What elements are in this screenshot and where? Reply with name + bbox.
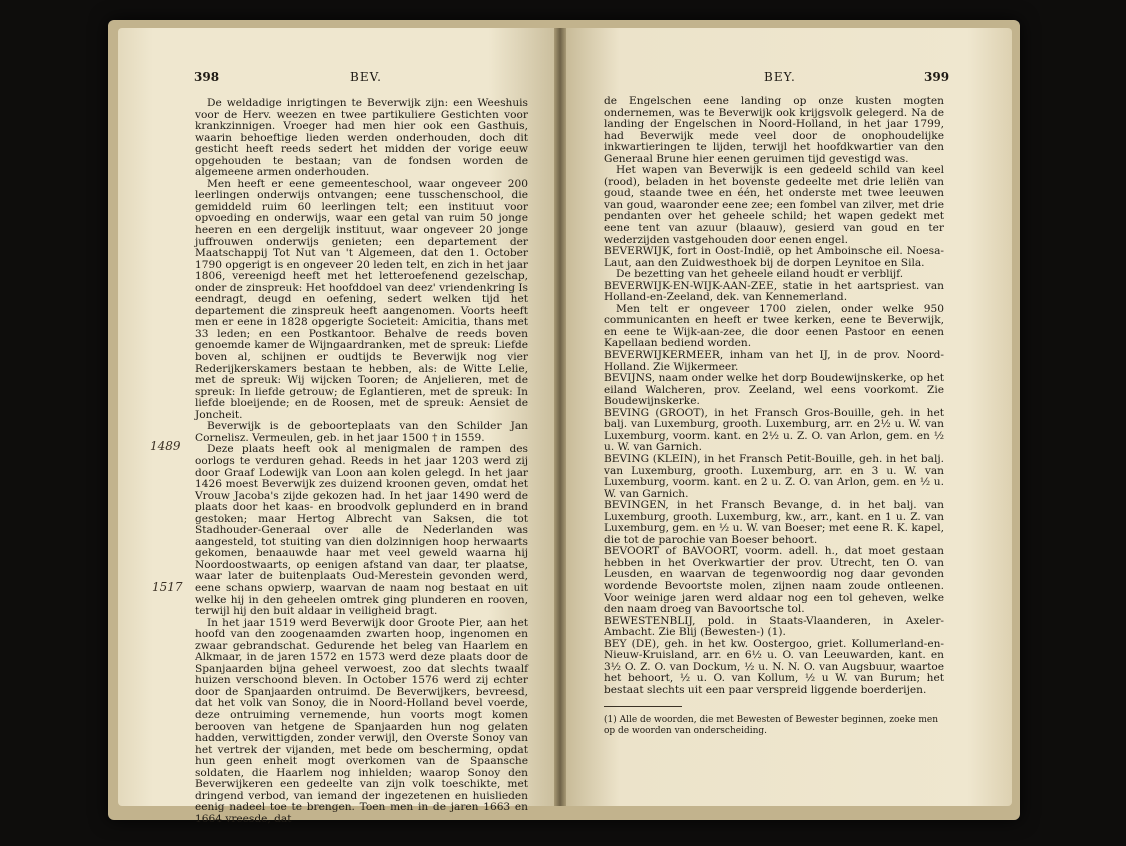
- dictionary-entry: BEVERWIJK-EN-WIJK-AAN-ZEE, statie in het aartspriest. van Holland-en-Zeeland, dek. van Kennemerland.: [604, 279, 944, 304]
- paragraph: In het jaar 1519 werd Beverwijk door Groote Pier, aan het hoofd van den zoogenaamden zwarten hoop, ingenomen en zwaar gebrandschat. Gedurende het beleg van Haarlem en Alkmaar, in de jaren 1572 en 1573 werd deze plaats door de Spanjaarden bijna geheel verwoest, zoo dat slechts twaalf huizen verschoond bleven. In October 1576 werd zij echter door de Spanjaarden ontruimd. De Beverwijkers, bevreesd, dat het volk van Sonoy, die in Noord-Holland bevel voerde, deze ontruiming vernemende, hun voorts mogt komen berooven van hetgene de Spanjaarden hun nog gelaten hadden, verwittigden, zonder verwijl, den Overste Sonoy van het vertrek der vijanden, met bede om bescherming, opdat hun geen enheit mogt overkomen van de Spaansche soldaten, die Haarlem nog inhielden; waarop Sonoy den Beverwijkeren een gedeelte van zijn volk toeschikte, met dringend verbod, van iemand der ingezetenen en huislieden eenig nadeel toe te brengen. Toen men in de jaren 1663 en 1664 vreesde, dat: [195, 616, 528, 825]
- right-page: [566, 28, 1012, 806]
- dictionary-entry: BEVOORT of BAVOORT, voorm. adell. h., dat moet gestaan hebben in het Overkwartier der prov. Utrecht, ten O. van Leusden, en waarvan de tegenwoordig nog daar gevonden wordende Bevoortste molen, zijnen naam zoude ontleenen. Voor weinige jaren werd aldaar nog een tol geheven, welke den naam droeg van Bavoortsche tol.: [604, 545, 944, 616]
- right-running-head: BEY.: [764, 70, 796, 84]
- dictionary-entry: BEVERWIJK, fort in Oost-Indië, op het Amboinsche eil. Noesa-Laut, aan den Zuidwesthoek bij de dorpen Leynitoe en Sila.: [604, 245, 944, 269]
- paragraph: Deze plaats heeft ook al menigmalen de rampen des oorlogs te verduren gehad. Reeds in het jaar 1203 werd zij door Graaf Lodewijk van Loon aan kolen gelegd. In het jaar 1426 moest Beverwijk zes duizend kroonen geven, omdat het Vrouw Jacoba's zijde gekozen had. In het jaar 1490 werd de plaats door het kaas- en broodvolk geplunderd en in brand gestoken; maar Hertog Albrecht van Saksen, die tot Stadhouder-Generaal over alle de Nederlanden was aangesteld, tot stuiting van dien dolzinnigen hoop herwaarts gekomen, benaauwde haar met veel geweld waarna hij Noordoostwaarts, op eenigen afstand van daar, ter plaatse, waar later de buitenplaats Oud-Merestein gevonden werd, eene schans opwierp, waarvan de naam nog bestaat en uit welke hij in den geheelen omtrek ging plunderen en rooven, terwijl hij den buit aldaar in veiligheid bragt.: [195, 443, 528, 618]
- book-gutter: [554, 28, 566, 806]
- margin-note-1489: 1489: [150, 439, 181, 453]
- dictionary-entry: BEVINGEN, in het Fransch Bevange, d. in het balj. van Luxemburg, grooth. Luxemburg, kw., arr., kant. en 1 u. Z. van Luxemburg, gem. en ½ u. W. van Boeser; met eene R. K. kapel, die tot de parochie van Boeser behoort.: [604, 499, 944, 546]
- right-page-body: [604, 96, 944, 696]
- dictionary-entry: BEVIJNS, naam onder welke het dorp Boudewijnskerke, op het eiland Walcheren, prov. Zeeland, wel eens voorkomt. Zie Boudewijnskerke.: [604, 372, 944, 408]
- dictionary-entry: BEVING (KLEIN), in het Fransch Petit-Bouille, geh. in het balj. van Luxemburg, grooth. Luxemburg, arr. en 3 u. W. van Luxemburg, voorm. kant. en 2 u. Z. O. van Arlon, gem. en ½ u. W. van Garnich.: [604, 452, 944, 500]
- left-page: [118, 28, 554, 825]
- open-book: [108, 20, 1020, 825]
- footnote-rule: [604, 706, 682, 707]
- paragraph: De bezetting van het geheele eiland houdt er verblijf.: [616, 268, 904, 281]
- footnote: [604, 706, 944, 737]
- paragraph: de Engelschen eene landing op onze kusten mogten ondernemen, was te Beverwijk ook krijgsvolk gelegerd. Na de landing der Engelschen in Noord-Holland, in het jaar 1799, had Beverwijk mede veel door de onophoudelijke inkwartieringen te lijden, terwijl het hoofdkwartier van den Generaal Brune hier eenen geruimen tijd gevestigd was.: [604, 95, 944, 165]
- paragraph: Beverwijk is de geboorteplaats van den Schilder Jan Cornelisz. Vermeulen, geb. in het jaar 1500 † in 1559.: [195, 420, 528, 444]
- left-page-number: 398: [194, 70, 220, 84]
- dictionary-entry: BEWESTENBLIJ, pold. in Staats-Vlaanderen, in Axeler-Ambacht. Zie Blij (Bewesten-) (1).: [604, 614, 944, 639]
- left-page-body: [195, 98, 528, 825]
- paragraph: Het wapen van Beverwijk is een gedeeld schild van keel (rood), beladen in het bovenste gedeelte met drie leliën van goud, staande twee en één, het onderste met twee leeuwen van goud, waaronder eene zee; een fombel van zilver, met drie pendanten over het geheele schild; het wapen gedekt met eene tent van azuur (blaauw), gesierd van goud en ter wederzijden vastgehouden door eenen engel.: [604, 164, 944, 246]
- dictionary-entry: BEVING (GROOT), in het Fransch Gros-Bouille, geh. in het balj. van Luxemburg, grooth. Luxemburg, arr. en 2½ u. W. van Luxemburg, voorm. kant. en 2½ u. Z. O. van Arlon, gem. en ½ u. W. van Garnich.: [604, 406, 944, 454]
- paragraph: Men telt er ongeveer 1700 zielen, onder welke 950 communicanten en heeft er twee kerken, eene te Beverwijk, en eene te Wijk-aan-zee, die door eenen Pastoor en eenen Kapellaan bediend worden.: [604, 302, 944, 350]
- paragraph: Men heeft er eene gemeenteschool, waar ongeveer 200 leerlingen onderwijs ontvangen; eene tusschenschool, die gemiddeld ruim 60 leerlingen telt; een instituut voor opvoeding en onderwijs, waar een getal van ruim 50 jonge heeren en een dergelijk instituut, waar ongeveer 20 jonge juffrouwen onderwijs genieten; een departement der Maatschappij Tot Nut van 't Algemeen, dat den 1. October 1790 opgerigt is en ongeveer 20 leden telt, en zich in het jaar 1806, vereenigd heeft met het letteroefenend gezelschap, onder de zinspreuk: Het hoofddoel van deez' vriendenkring Is eendragt, deugd en oefening, sedert welken tijd het departement die zinspreuk heeft aangenomen. Voorts heeft men er eene in 1828 opgerigte Societeit: Amicitia, thans met 33 leden; en een Postkantoor. Behalve de reeds boven genoemde kamer de Wijngaardranken, met de spreuk: Liefde boven al, schijnen er oudtijds te Beverwijk nog vier Rederijkerskamers bestaan te hebben, als: de Witte Lelie, met de spreuk: Wij wijcken Tooren; de Anjelieren, met de spreuk: In liefde getrouw; de Eglantieren, met de spreuk: In liefde bloeijende; en de Roosen, met de spreuk: Aensiet de Joncheit.: [195, 177, 528, 421]
- dictionary-entry: BEY (DE), geh. in het kw. Oostergoo, griet. Kollumerland-en-Nieuw-Kruisland, arr. en 6½ u. O. van Leeuwarden, kant. en 3½ O. Z. O. van Dockum, ½ u. N. N. O. van Augsbuur, waartoe het behoort, ½ u. O. van Kollum, ½ u W. van Burum; het bestaat slechts uit een paar verspreid liggende boerderijen.: [604, 637, 944, 696]
- margin-note-1517: 1517: [152, 580, 183, 594]
- right-page-number: 399: [924, 70, 950, 84]
- paragraph: De weldadige inrigtingen te Beverwijk zijn: een Weeshuis voor de Herv. weezen en twee partikuliere Gestichten voor krankzinnigen. Vroeger had men hier ook een Gasthuis, waarin behoeftige lieden werden onderhouden, doch dit gesticht heeft reeds sedert het midden der vorige eeuw opgehouden te bestaan; van de fondsen worden de algemeene armen onderhouden.: [195, 97, 528, 179]
- dictionary-entry: BEVERWIJKERMEER, inham van het IJ, in de prov. Noord-Holland. Zie Wijkermeer.: [604, 349, 944, 373]
- left-running-head: BEV.: [350, 70, 382, 84]
- footnote-text: (1) Alle de woorden, die met Bewesten of Bewester beginnen, zoeke men op de woorden van onderscheiding.: [604, 715, 939, 736]
